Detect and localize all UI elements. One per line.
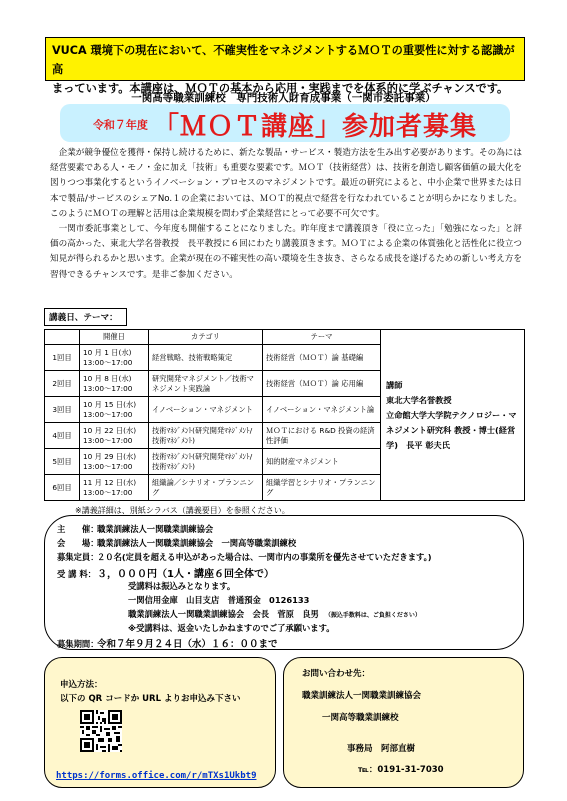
row-number: 3回目 — [45, 397, 80, 423]
row-date: 10 月 22 日(水) 13:00～17:00 — [80, 423, 149, 449]
row-date: 11 月 12 日(水) 13:00～17:00 — [80, 475, 149, 501]
contact-tel: ℡：0191-31-7030 — [358, 765, 444, 775]
contact-person: 事務局 阿部直樹 — [347, 744, 416, 754]
contact-box — [283, 657, 524, 788]
refund-note: ※受講料は、返金いたしかねますのでご了承願います。 — [128, 623, 335, 633]
organizer-line: 主 催：職業訓練法人一関職業訓練協会 — [57, 524, 214, 534]
header-theme: テーマ — [263, 330, 381, 345]
lecturer-label: 講師 — [386, 379, 403, 390]
contact-title: お問い合わせ先： — [302, 669, 371, 679]
row-number: 4回目 — [45, 423, 80, 449]
info-box — [44, 515, 524, 650]
schedule-table — [44, 329, 525, 501]
row-category: 技術ﾏﾈｼﾞﾒﾝﾄ(研究開発ﾏﾈｼﾞﾒﾝﾄ/技術ﾏﾈｼﾞﾒﾝﾄ) — [149, 449, 263, 475]
contact-org: 職業訓練法人一関職業訓練協会 — [302, 691, 422, 701]
header-category: カテゴリ — [149, 330, 263, 345]
syllabus-note: ※講義詳細は、別紙シラバス（講義要目）を参照ください。 — [75, 506, 290, 515]
apply-title: 申込方法： — [60, 680, 103, 690]
intro-banner — [45, 37, 525, 95]
row-category: 組織論／シナリオ・プランニング — [149, 475, 263, 501]
venue-line: 会 場：職業訓練法人一関職業訓練協会 一関高等職業訓練校 — [57, 538, 297, 548]
subtitle: 一関高等職業訓練校 専門技術人財育成事業（一関市委託事業） — [131, 92, 436, 104]
deadline-line: 募集期間：令和７年９月２４日（水）１６：００まで — [57, 639, 278, 650]
row-date: 10 月 15 日(水) 13:00～17:00 — [80, 397, 149, 423]
contact-school: 一関高等職業訓練校 — [322, 713, 399, 723]
lecturer-line-1: 東北大学名誉教授 — [386, 394, 452, 405]
row-theme: 組織学習とシナリオ・プランニング — [263, 475, 381, 501]
title-box — [60, 104, 510, 142]
qr-code-icon[interactable] — [80, 710, 122, 752]
intro-paragraph-1: 企業が競争優位を獲得・保持し続けるために、新たな製品・サービス・製造方法を生み出す必要があります。その為には経営要素である人・モノ・金に加え「技術」も重要な要素です。ＭＯＴ（技術経営）は、技術を創造し顧客価値の最大化を図りつつ事業化するというイノベーション・プロセスのマネジメントです。最近の研究によると、中小企業で世界または日本で製品/サービスのシェアNo.１の企業においては、ＭＯＴ的視点で経営を行なわれていることが明らかになりました。このようにＭＯＴの理解と活用は企業規模を問わず企業経営にとって必要不可欠です。 — [50, 148, 522, 219]
banner-line-2: まっています。本講座は、ＭＯＴの基本から応用・実践までを体系的に学ぶチャンスです。 — [52, 82, 509, 95]
row-category: 経営戦略、技術戦略策定 — [149, 345, 263, 371]
row-date: 10 月 1 日(水) 13:00～17:00 — [80, 345, 149, 371]
apply-url-link[interactable]: https://forms.office.com/r/mTXs1Ukbt9 — [56, 771, 257, 781]
row-number: 1回目 — [45, 345, 80, 371]
intro-text — [50, 146, 522, 283]
schedule-header-row — [45, 330, 525, 345]
row-number: 2回目 — [45, 371, 80, 397]
schedule-label: 講義日、テーマ： — [44, 308, 127, 326]
row-category: 技術ﾏﾈｼﾞﾒﾝﾄ(研究開発ﾏﾈｼﾞﾒﾝﾄ/技術ﾏﾈｼﾞﾒﾝﾄ) — [149, 423, 263, 449]
lecturer-cell — [381, 330, 525, 501]
row-theme: イノベーション・マネジメント論 — [263, 397, 381, 423]
header-no — [45, 330, 80, 345]
row-number: 6回目 — [45, 475, 80, 501]
header-date: 開催日 — [80, 330, 149, 345]
row-number: 5回目 — [45, 449, 80, 475]
bank-line: 一関信用金庫 山目支店 普通預金 0126133 — [128, 595, 310, 605]
row-category: イノベーション・マネジメント — [149, 397, 263, 423]
row-date: 10 月 29 日(水) 13:00～17:00 — [80, 449, 149, 475]
banner-line-1: VUCA 環境下の現在において、不確実性をマネジメントするＭＯＴの重要性に対する認識が高 — [52, 44, 515, 76]
row-theme: 技術経営（ＭＯＴ）論 基礎編 — [263, 345, 381, 371]
apply-desc: 以下の QR コードか URL よりお申込み下さい — [60, 694, 241, 704]
row-date: 10 月 8 日(水) 13:00～17:00 — [80, 371, 149, 397]
account-line: 職業訓練法人一関職業訓練協会 会長 菅原 良男 （振込手数料は、ご負担ください） — [128, 609, 421, 619]
row-category: 研究開発マネジメント／技術マネジメント実践論 — [149, 371, 263, 397]
title-year: 令和７年度 — [92, 118, 148, 132]
row-theme: 技術経営（ＭＯＴ）論 応用編 — [263, 371, 381, 397]
page-title: 「ＭＯＴ講座」参加者募集 — [153, 112, 478, 142]
intro-paragraph-2: 一関市委託事業として、今年度も開催することになりました。昨年度まで講義頂き「役に立った」「勉強になった」と評価の高かった、東北大学名誉教授 長平教授に６回にわたり講義頂きます。ＭＯＴによる企業の体質強化と活性化に役立つ知見が得られるかと思います。企業が現在の不確実性の高い環境を生き抜き、さらなる成長を遂げるための新しい考え方を習得できるチャンスです。是非ご参加ください。 — [50, 224, 522, 280]
capacity-line: 募集定員：２０名(定員を超える申込があった場合は、一関市内の事業所を優先させていただきます。) — [57, 552, 432, 562]
row-theme: ＭＯＴにおける R&D 投資の経済性評価 — [263, 423, 381, 449]
transfer-note: 受講料は振込みとなります。 — [128, 581, 236, 591]
apply-box — [44, 657, 276, 788]
lecturer-line-2: 立命館大学大学院テクノロジー・マネジメント研究科 教授・博士(経営学) 長平 彰夫氏 — [386, 409, 517, 450]
row-theme: 知的財産マネジメント — [263, 449, 381, 475]
fee-line: 受 講 料：３，０００円（1人・講座６回全体で） — [57, 569, 274, 580]
